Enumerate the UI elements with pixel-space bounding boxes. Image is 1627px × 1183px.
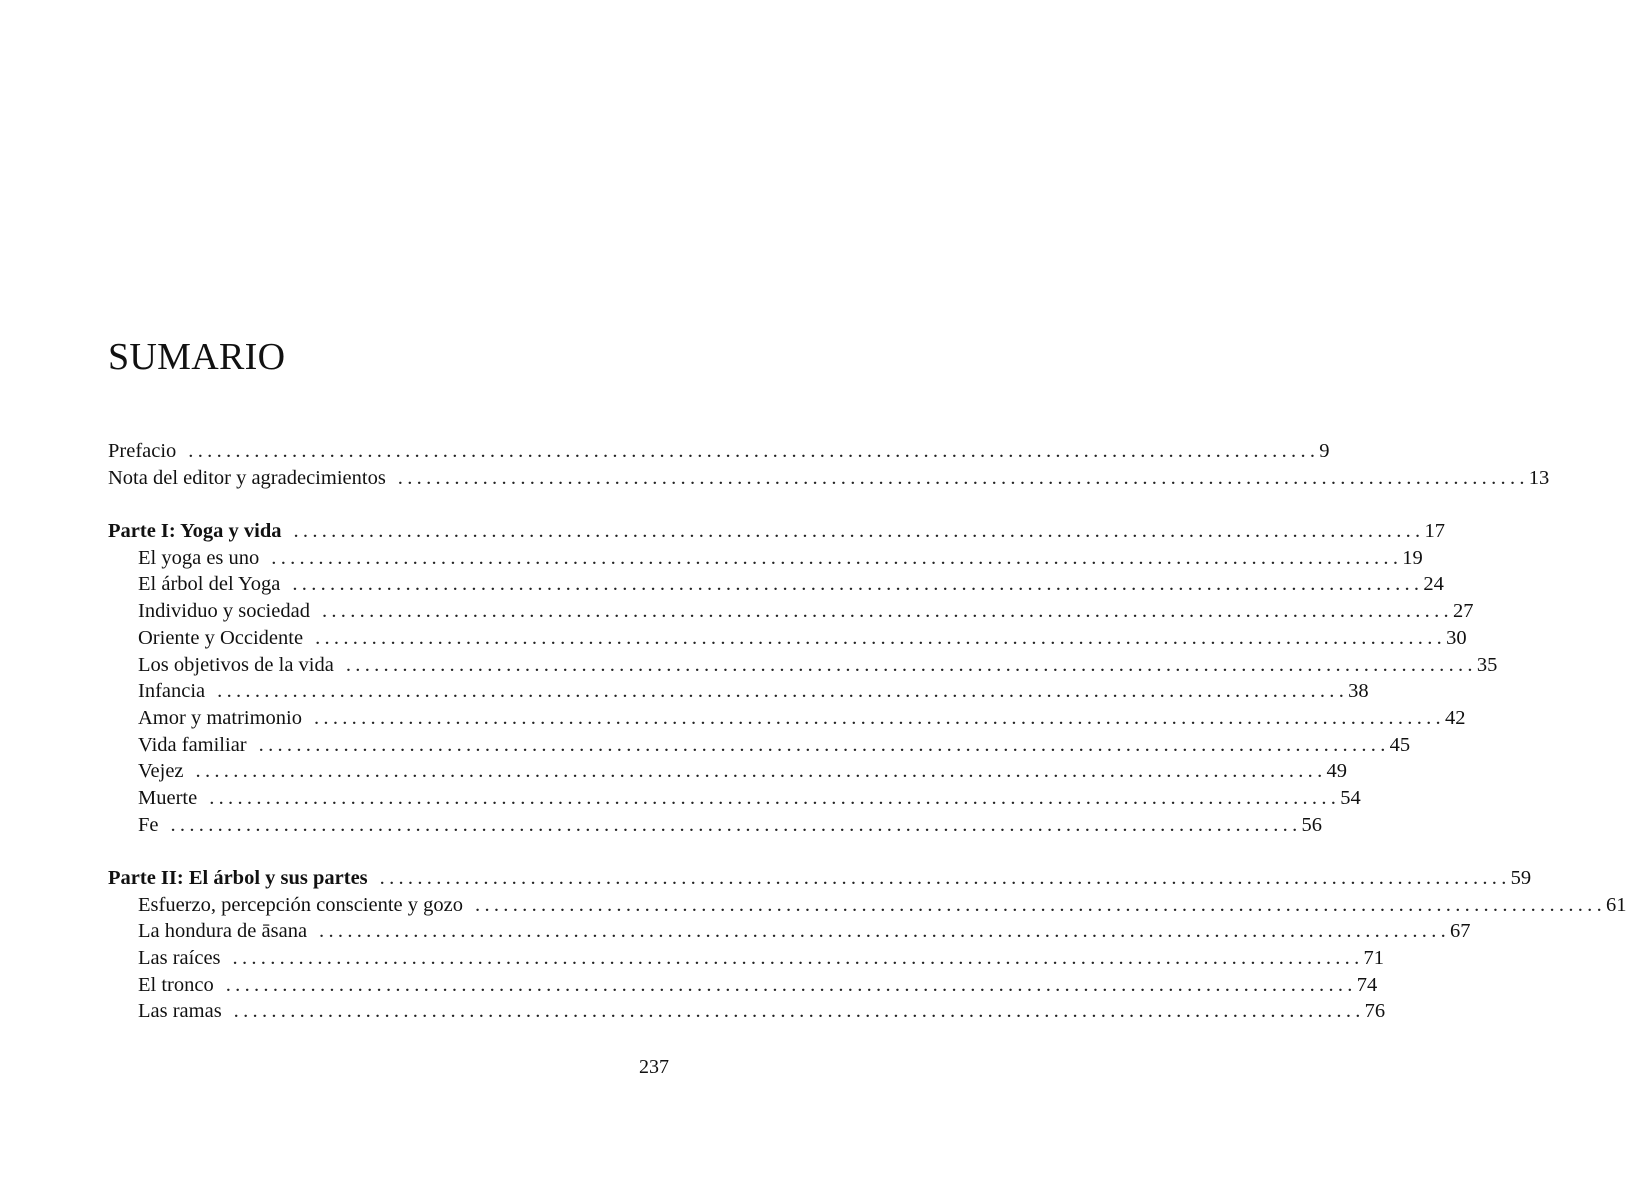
toc-chapter[interactable]	[108, 545, 1423, 572]
toc-chapter-page: 74	[1356, 973, 1378, 996]
part-2-block	[108, 865, 1627, 1025]
dot-leader: ........................................................................................................................	[293, 520, 1425, 543]
toc-chapter-label: Esfuerzo, percepción consciente y gozo	[138, 893, 464, 916]
toc-entry-label: Nota del editor y agradecimientos	[108, 466, 386, 489]
dot-leader: ........................................................................................................................	[475, 893, 1607, 916]
toc-entry-page: 13	[1528, 466, 1550, 489]
dot-leader: ........................................................................................................................	[321, 600, 1453, 623]
toc-chapter-label: Las raíces	[138, 947, 221, 970]
toc-chapter-label: El yoga es uno	[138, 546, 260, 569]
dot-leader: ........................................................................................................................	[170, 813, 1302, 836]
toc-chapter-page: 71	[1363, 947, 1385, 970]
dot-leader: ........................................................................................................................	[188, 440, 1320, 462]
page-title: SUMARIO	[108, 336, 286, 378]
toc-chapter-page: 56	[1301, 813, 1322, 836]
dot-leader: ........................................................................................................................	[271, 546, 1403, 569]
toc-chapter[interactable]	[108, 598, 1474, 625]
toc-chapter[interactable]	[108, 998, 1386, 1025]
toc-entry-page: 9	[1319, 440, 1330, 462]
toc-chapter[interactable]	[108, 705, 1466, 732]
dot-leader: ........................................................................................................................	[217, 680, 1349, 703]
toc-chapter-label: El tronco	[138, 973, 214, 996]
toc-chapter-label: Muerte	[138, 786, 198, 809]
toc-chapter-page: 54	[1340, 786, 1361, 809]
toc-part-page: 59	[1510, 867, 1532, 889]
toc-part-1[interactable]	[108, 518, 1445, 545]
dot-leader: ........................................................................................................................	[258, 733, 1390, 756]
toc-chapter[interactable]	[108, 918, 1471, 945]
toc-chapter-page: 27	[1452, 600, 1474, 623]
toc-chapter[interactable]	[108, 785, 1361, 812]
toc-chapter-page: 24	[1423, 573, 1444, 596]
toc-chapter-label: Fe	[138, 813, 159, 836]
toc-chapter-page: 42	[1444, 706, 1466, 729]
toc-chapter-page: 76	[1364, 1000, 1386, 1023]
toc-chapter-label: Vejez	[138, 760, 184, 783]
toc-chapter[interactable]	[108, 758, 1348, 785]
toc-part-2[interactable]	[108, 865, 1532, 892]
toc-chapter-page: 38	[1348, 680, 1369, 703]
toc-chapter[interactable]	[108, 945, 1385, 972]
toc-entry-prefacio[interactable]	[108, 438, 1330, 465]
dot-leader: ........................................................................................................................	[315, 626, 1447, 649]
toc-chapter-label: Oriente y Occidente	[138, 626, 304, 649]
toc-part-page: 17	[1424, 520, 1445, 543]
toc-entry-nota-del-editor[interactable]	[108, 465, 1550, 492]
dot-leader: ........................................................................................................................	[319, 920, 1451, 943]
toc-chapter-label: El árbol del Yoga	[138, 573, 281, 596]
dot-leader: ........................................................................................................................	[379, 867, 1511, 889]
toc-chapter-page: 19	[1402, 546, 1423, 569]
toc-chapter-label: La hondura de āsana	[138, 920, 308, 943]
toc-chapter[interactable]	[108, 678, 1369, 705]
toc-part-label: Parte II: El árbol y sus partes	[108, 867, 368, 889]
toc-chapter[interactable]	[108, 892, 1627, 919]
toc-entry-label: Prefacio	[108, 440, 177, 462]
dot-leader: ........................................................................................................................	[209, 786, 1341, 809]
dot-leader: ........................................................................................................................	[345, 653, 1477, 676]
toc-chapter-label: Los objetivos de la vida	[138, 653, 334, 676]
toc-chapter[interactable]	[108, 732, 1411, 759]
toc-chapter-page: 45	[1389, 733, 1411, 756]
toc-chapter[interactable]	[108, 571, 1444, 598]
dot-leader: ........................................................................................................................	[397, 466, 1529, 489]
toc-chapter-page: 67	[1450, 920, 1471, 943]
dot-leader: ........................................................................................................................	[195, 760, 1327, 783]
toc-chapter-page: 35	[1476, 653, 1498, 676]
toc-chapter[interactable]	[108, 625, 1467, 652]
toc-chapter-label: Vida familiar	[138, 733, 247, 756]
toc-chapter-label: Infancia	[138, 680, 206, 703]
toc-chapter-label: Las ramas	[138, 1000, 222, 1023]
page-number: 237	[639, 1056, 669, 1078]
toc-chapter[interactable]	[108, 812, 1322, 839]
toc-chapter[interactable]	[108, 972, 1378, 999]
dot-leader: ........................................................................................................................	[233, 1000, 1365, 1023]
toc-chapter-page: 61	[1606, 893, 1627, 916]
toc-chapter-label: Amor y matrimonio	[138, 706, 302, 729]
toc-chapter-page: 30	[1446, 626, 1467, 649]
toc-chapter-page: 49	[1326, 760, 1348, 783]
dot-leader: ........................................................................................................................	[313, 706, 1445, 729]
table-of-contents	[108, 438, 1627, 1052]
toc-chapter[interactable]	[108, 652, 1498, 679]
toc-chapter-label: Individuo y sociedad	[138, 600, 310, 623]
front-matter-block	[108, 438, 1550, 491]
dot-leader: ........................................................................................................................	[292, 573, 1424, 596]
toc-part-label: Parte I: Yoga y vida	[108, 520, 282, 543]
part-1-block	[108, 518, 1498, 838]
dot-leader: ........................................................................................................................	[225, 973, 1357, 996]
dot-leader: ........................................................................................................................	[232, 947, 1364, 970]
